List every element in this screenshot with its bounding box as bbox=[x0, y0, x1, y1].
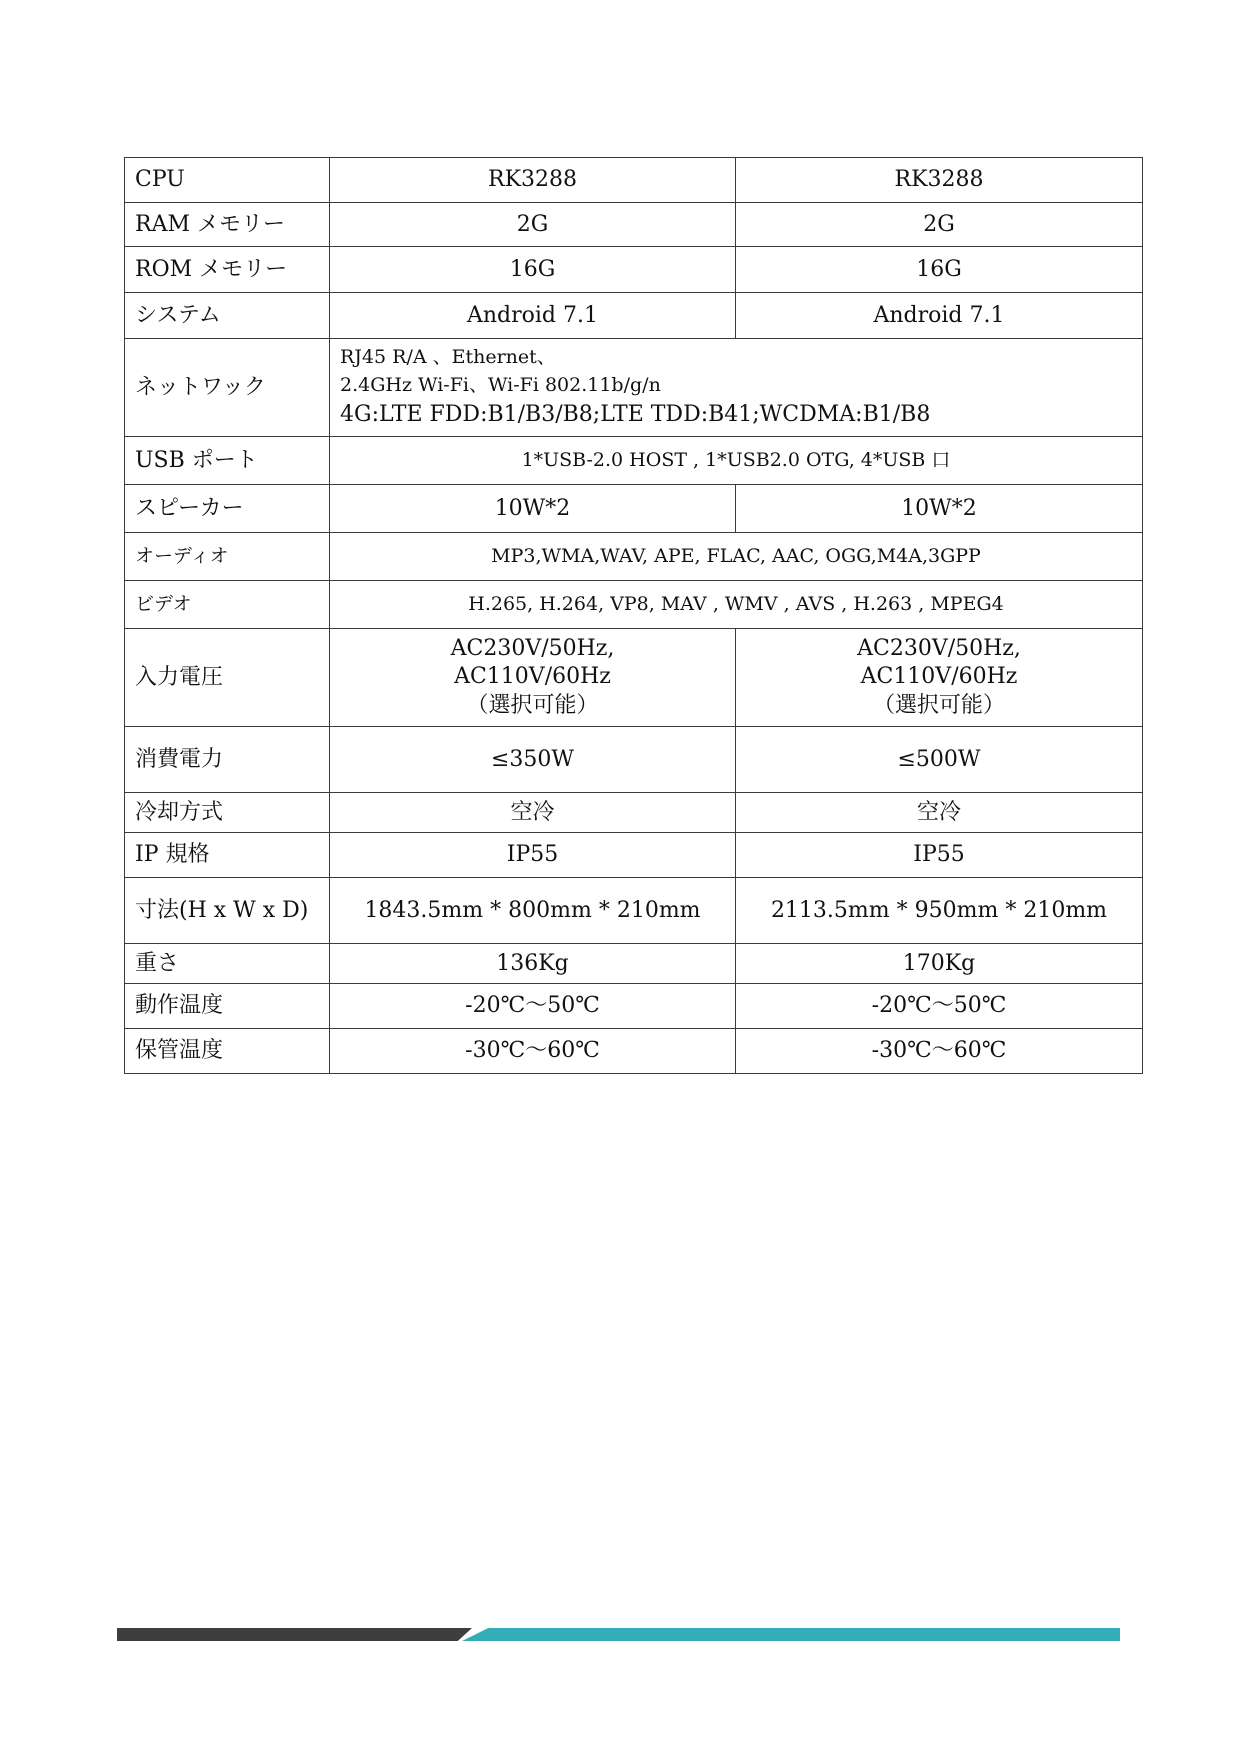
value-dimensions-model-2: 2113.5mm * 950mm * 210mm bbox=[736, 878, 1143, 944]
value-cpu-model-2: RK3288 bbox=[736, 158, 1143, 203]
label-audio: オーディオ bbox=[125, 533, 330, 581]
network-line-3: 4G:LTE FDD:B1/B3/B8;LTE TDD:B41;WCDMA:B1/B8 bbox=[340, 402, 931, 428]
label-operating-temp: 動作温度 bbox=[125, 984, 330, 1029]
voltage-line-3: （選択可能） bbox=[466, 692, 599, 718]
footer-bar-dark bbox=[117, 1628, 472, 1641]
value-speaker-model-1: 10W*2 bbox=[330, 485, 736, 533]
label-usb: USB ポート bbox=[125, 437, 330, 485]
value-cooling-model-2: 空冷 bbox=[736, 793, 1143, 833]
value-input-voltage-model-1 bbox=[330, 629, 736, 727]
value-power-model-2: ≤500W bbox=[736, 727, 1143, 793]
voltage-line-3: （選択可能） bbox=[872, 692, 1005, 718]
row-operating-temp bbox=[125, 984, 1143, 1029]
label-ram: RAM メモリー bbox=[125, 203, 330, 247]
value-rom-model-2: 16G bbox=[736, 247, 1143, 293]
value-ip-model-1: IP55 bbox=[330, 833, 736, 878]
label-cooling: 冷却方式 bbox=[125, 793, 330, 833]
label-rom: ROM メモリー bbox=[125, 247, 330, 293]
row-speaker bbox=[125, 485, 1143, 533]
value-usb: 1*USB-2.0 HOST , 1*USB2.0 OTG, 4*USB 口 bbox=[330, 437, 1143, 485]
row-storage-temp bbox=[125, 1029, 1143, 1074]
value-audio: MP3,WMA,WAV, APE, FLAC, AAC, OGG,M4A,3GPP bbox=[330, 533, 1143, 581]
value-operating-temp-model-2: -20℃～50℃ bbox=[736, 984, 1143, 1029]
row-dimensions bbox=[125, 878, 1143, 944]
row-ip-rating bbox=[125, 833, 1143, 878]
value-ram-model-1: 2G bbox=[330, 203, 736, 247]
label-system: システム bbox=[125, 293, 330, 339]
value-cpu-model-1: RK3288 bbox=[330, 158, 736, 203]
label-power-consumption: 消費電力 bbox=[125, 727, 330, 793]
spec-table bbox=[124, 157, 1143, 1074]
value-network bbox=[330, 339, 1143, 437]
value-system-model-2: Android 7.1 bbox=[736, 293, 1143, 339]
row-ram bbox=[125, 203, 1143, 247]
value-power-model-1: ≤350W bbox=[330, 727, 736, 793]
row-weight bbox=[125, 944, 1143, 984]
value-weight-model-2: 170Kg bbox=[736, 944, 1143, 984]
label-cpu: CPU bbox=[125, 158, 330, 203]
value-system-model-1: Android 7.1 bbox=[330, 293, 736, 339]
row-rom bbox=[125, 247, 1143, 293]
value-speaker-model-2: 10W*2 bbox=[736, 485, 1143, 533]
label-speaker: スピーカー bbox=[125, 485, 330, 533]
row-cpu bbox=[125, 158, 1143, 203]
value-rom-model-1: 16G bbox=[330, 247, 736, 293]
label-video: ビデオ bbox=[125, 581, 330, 629]
footer-bar-teal bbox=[462, 1628, 1120, 1641]
row-usb bbox=[125, 437, 1143, 485]
voltage-line-2: AC110V/60Hz bbox=[454, 664, 611, 690]
voltage-line-1: AC230V/50Hz, bbox=[450, 635, 615, 661]
value-ip-model-2: IP55 bbox=[736, 833, 1143, 878]
network-line-1: RJ45 R/A 、Ethernet、 bbox=[340, 346, 556, 368]
label-storage-temp: 保管温度 bbox=[125, 1029, 330, 1074]
label-weight: 重さ bbox=[125, 944, 330, 984]
value-input-voltage-model-2 bbox=[736, 629, 1143, 727]
value-storage-temp-model-1: -30℃～60℃ bbox=[330, 1029, 736, 1074]
row-video bbox=[125, 581, 1143, 629]
value-operating-temp-model-1: -20℃～50℃ bbox=[330, 984, 736, 1029]
value-video: H.265, H.264, VP8, MAV , WMV , AVS , H.263 , MPEG4 bbox=[330, 581, 1143, 629]
value-cooling-model-1: 空冷 bbox=[330, 793, 736, 833]
voltage-line-1: AC230V/50Hz, bbox=[857, 635, 1021, 661]
row-audio bbox=[125, 533, 1143, 581]
value-ram-model-2: 2G bbox=[736, 203, 1143, 247]
label-network: ネットワック bbox=[125, 339, 330, 437]
label-dimensions: 寸法(H x W x D) bbox=[125, 878, 330, 944]
value-storage-temp-model-2: -30℃～60℃ bbox=[736, 1029, 1143, 1074]
value-dimensions-model-1: 1843.5mm * 800mm * 210mm bbox=[330, 878, 736, 944]
row-power-consumption bbox=[125, 727, 1143, 793]
network-line-2: 2.4GHz Wi-Fi、Wi-Fi 802.11b/g/n bbox=[340, 373, 661, 396]
row-network bbox=[125, 339, 1143, 437]
row-cooling bbox=[125, 793, 1143, 833]
voltage-line-2: AC110V/60Hz bbox=[860, 664, 1018, 690]
row-input-voltage bbox=[125, 629, 1143, 727]
value-weight-model-1: 136Kg bbox=[330, 944, 736, 984]
label-ip-rating: IP 規格 bbox=[125, 833, 330, 878]
label-input-voltage: 入力電圧 bbox=[125, 629, 330, 727]
row-system bbox=[125, 293, 1143, 339]
